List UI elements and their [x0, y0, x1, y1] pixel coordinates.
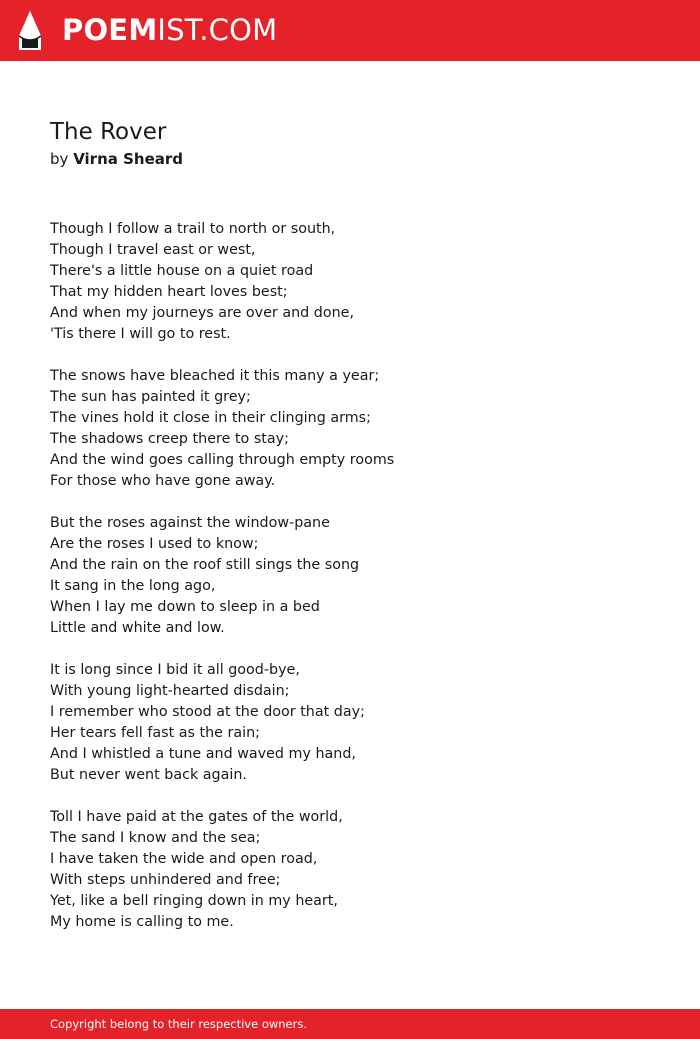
- poem-line: That my hidden heart loves best;: [50, 284, 288, 300]
- poem-line: The snows have bleached it this many a year;: [50, 368, 380, 384]
- poem-line: When I lay me down to sleep in a bed: [50, 599, 320, 615]
- poem-byline: [50, 148, 183, 170]
- poem-line: Though I travel east or west,: [50, 242, 256, 258]
- stanza: [50, 219, 650, 345]
- by-label: by: [50, 150, 69, 168]
- poem-line: The vines hold it close in their clinging arms;: [50, 410, 371, 426]
- poem-line: For those who have gone away.: [50, 473, 276, 489]
- poem-line: My home is calling to me.: [50, 914, 234, 930]
- poem-line: Yet, like a bell ringing down in my heart,: [50, 893, 338, 909]
- poem-line: And I whistled a tune and waved my hand,: [50, 746, 356, 762]
- poem-line: Little and white and low.: [50, 620, 225, 636]
- poem-line: It sang in the long ago,: [50, 578, 216, 594]
- poem-line: There's a little house on a quiet road: [50, 263, 314, 279]
- poem-line: Though I follow a trail to north or south,: [50, 221, 336, 237]
- poem-body: [50, 219, 650, 954]
- poem-line: Her tears fell fast as the rain;: [50, 725, 260, 741]
- poem-line: And the rain on the roof still sings the song: [50, 557, 360, 573]
- site-footer: [0, 1009, 700, 1039]
- stanza: [50, 660, 650, 786]
- poem-line: But never went back again.: [50, 767, 247, 783]
- stanza: [50, 513, 650, 639]
- site-logo[interactable]: [62, 12, 277, 48]
- poem-line: The sand I know and the sea;: [50, 830, 261, 846]
- poem-line: Toll I have paid at the gates of the world,: [50, 809, 343, 825]
- pencil-logo-icon[interactable]: [17, 10, 43, 52]
- poem-title: The Rover: [50, 119, 167, 145]
- poem-line: Are the roses I used to know;: [50, 536, 259, 552]
- stanza: [50, 807, 650, 933]
- poem-line: 'Tis there I will go to rest.: [50, 326, 231, 342]
- poem-line: But the roses against the window-pane: [50, 515, 330, 531]
- poem-line: The shadows creep there to stay;: [50, 431, 289, 447]
- poem-line: With young light-hearted disdain;: [50, 683, 290, 699]
- poem-line: With steps unhindered and free;: [50, 872, 281, 888]
- poem-line: And the wind goes calling through empty rooms: [50, 452, 395, 468]
- poem-line: And when my journeys are over and done,: [50, 305, 355, 321]
- copyright-notice: Copyright belong to their respective owners.: [50, 1017, 308, 1031]
- stanza: [50, 366, 650, 492]
- author-name: Virna Sheard: [73, 150, 184, 168]
- poem-line: I remember who stood at the door that day;: [50, 704, 365, 720]
- poem-line: The sun has painted it grey;: [50, 389, 251, 405]
- poem-line: I have taken the wide and open road,: [50, 851, 318, 867]
- logo-brand-bold: POEM: [62, 13, 158, 47]
- logo-brand-light: IST.COM: [157, 13, 278, 47]
- poem-line: It is long since I bid it all good-bye,: [50, 662, 300, 678]
- site-header: [0, 0, 700, 61]
